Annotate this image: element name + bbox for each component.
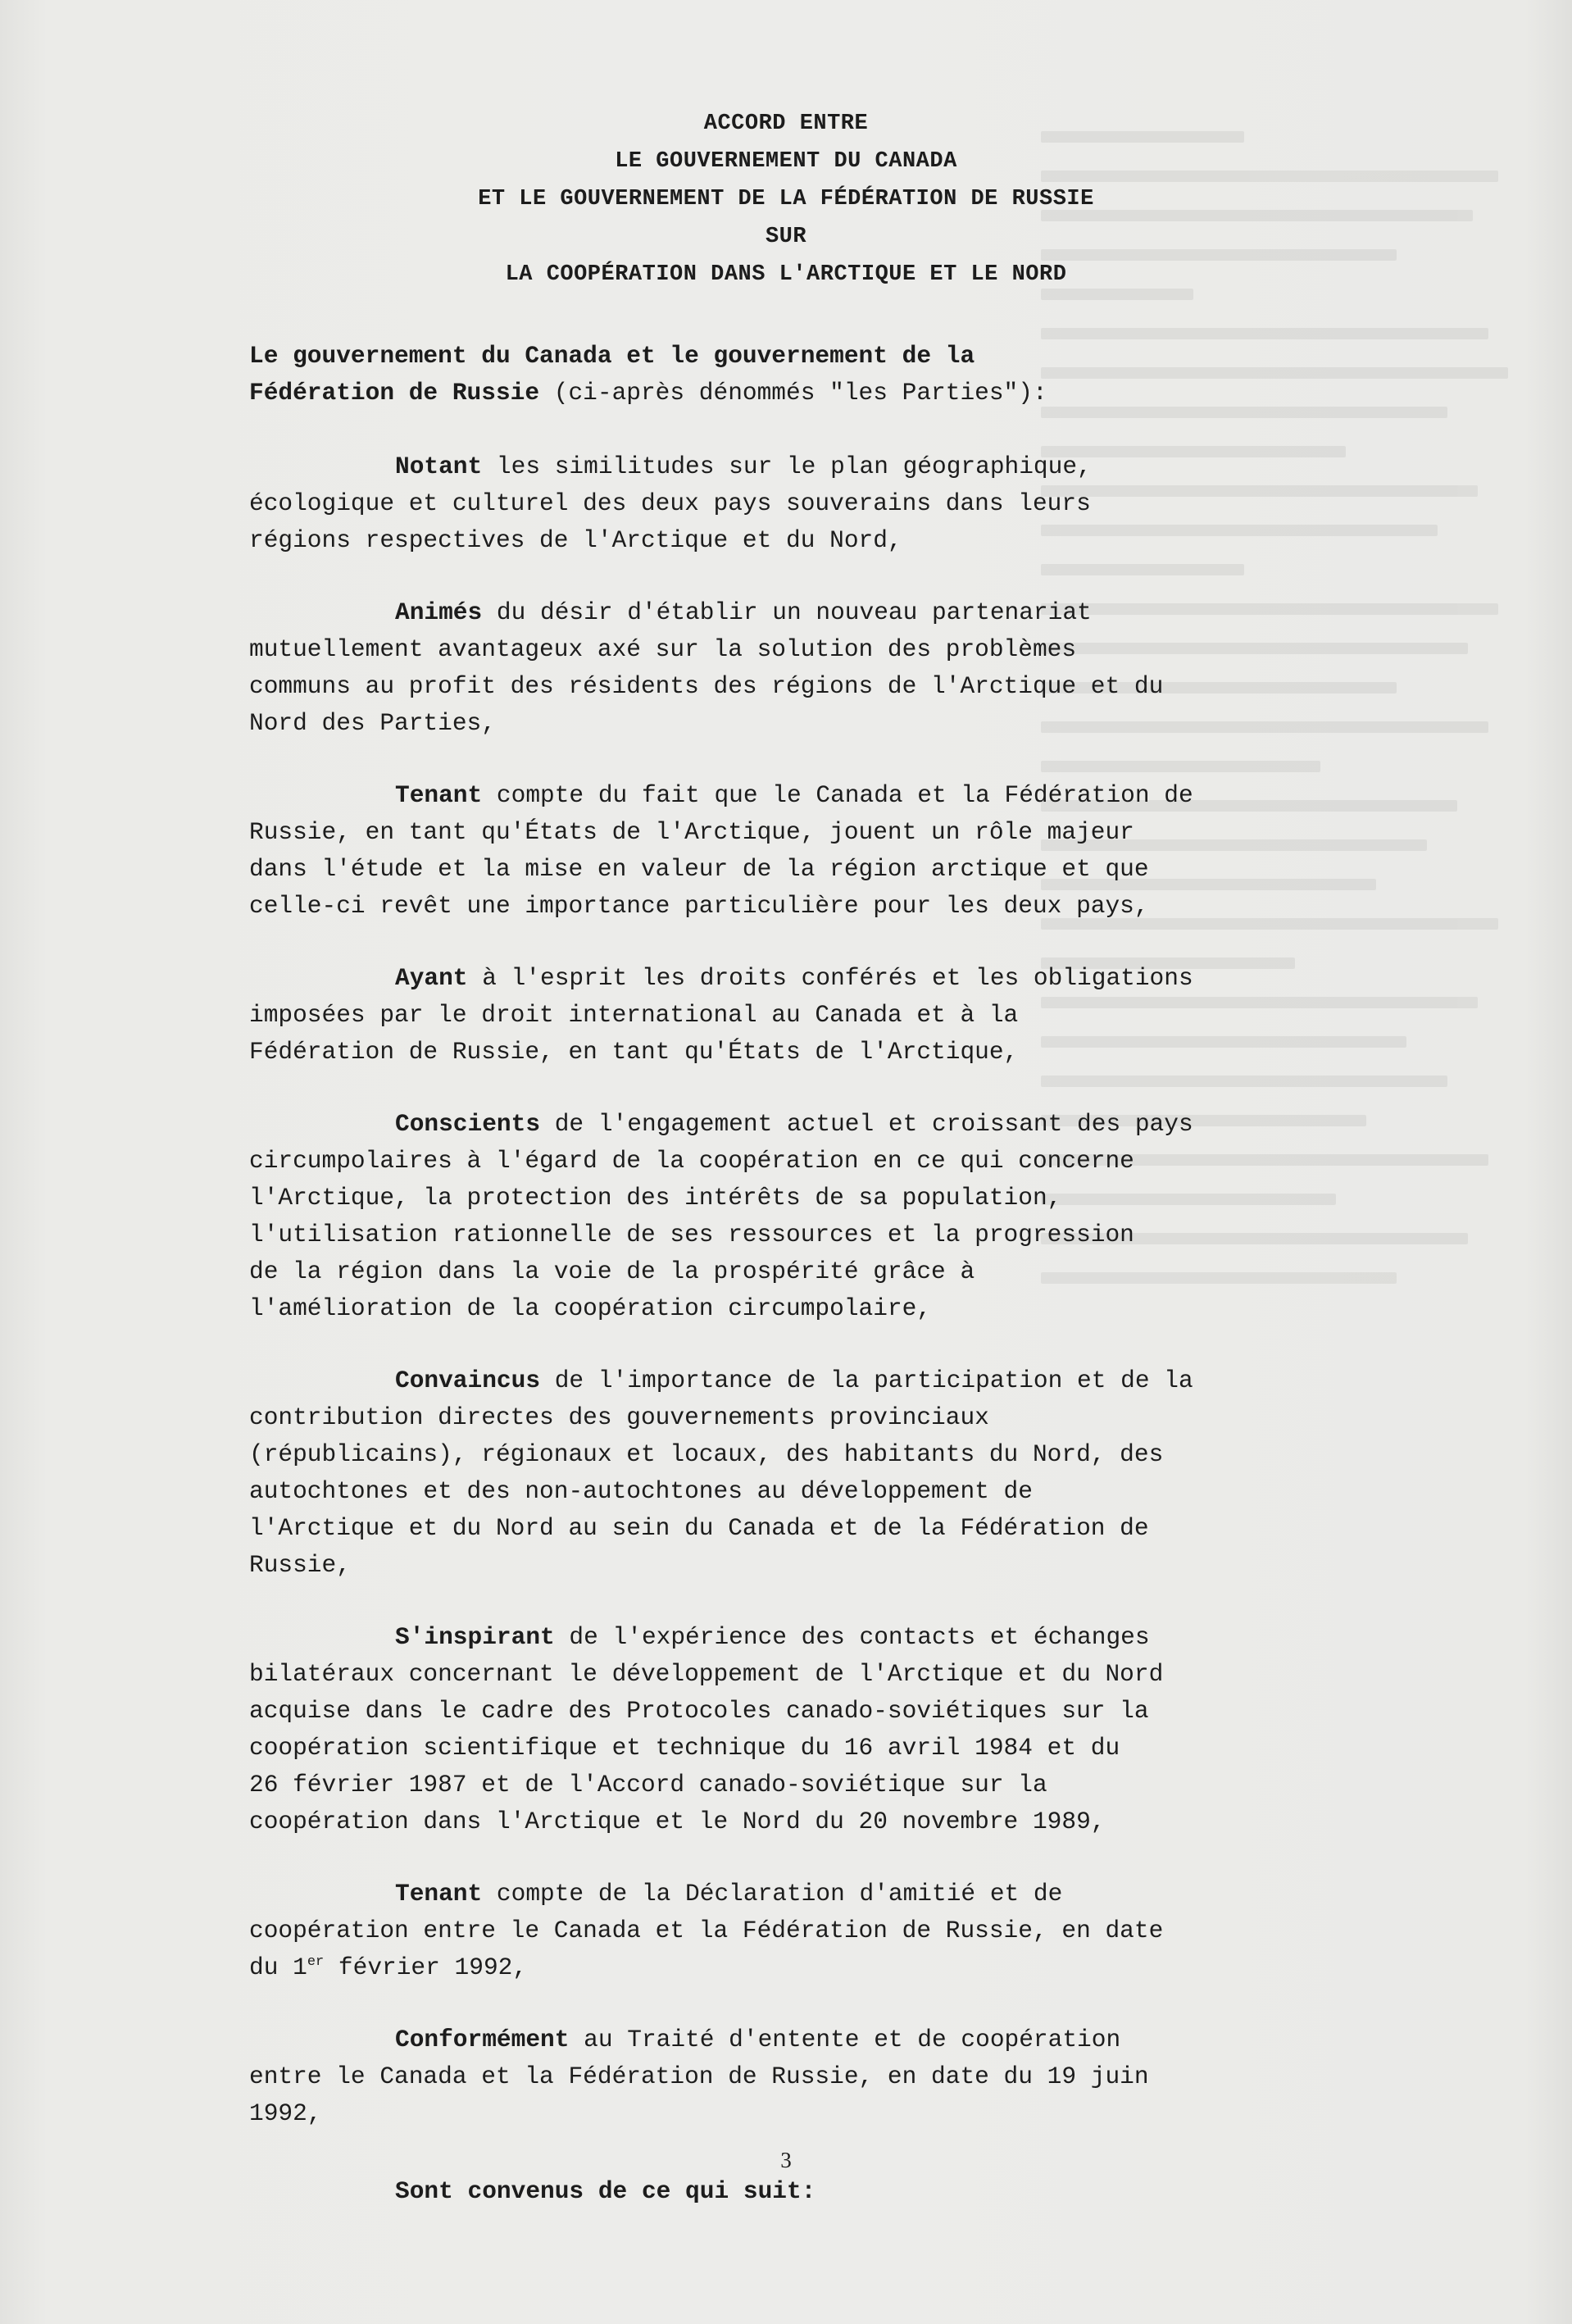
paragraph-line: 26 février 1987 et de l'Accord canado-soviétique sur la <box>249 1771 1047 1799</box>
paragraph-line: celle-ci revêt une importance particulière pour les deux pays, <box>249 892 1149 920</box>
paragraph-line: à l'esprit les droits conférés et les obligations <box>467 964 1193 992</box>
paragraph-line: coopération entre le Canada et la Fédération de Russie, en date <box>249 1917 1164 1944</box>
paragraph-line: Russie, <box>249 1551 351 1579</box>
paragraph-tenant-declaration <box>249 1876 1380 1986</box>
paragraph-line: compte de la Déclaration d'amitié et de <box>482 1880 1063 1908</box>
paragraph-conformement <box>249 2022 1380 2132</box>
paragraph-line: l'amélioration de la coopération circumpolaire, <box>249 1294 932 1322</box>
preamble-lead-line-2: Fédération de Russie <box>249 379 540 407</box>
paragraph-line: l'Arctique et du Nord au sein du Canada et de la Fédération de <box>249 1514 1149 1542</box>
paragraph-line: Fédération de Russie, en tant qu'États de l'Arctique, <box>249 1038 1019 1066</box>
ordinal-suffix: er <box>307 1954 325 1971</box>
paragraph-line: au Traité d'entente et de coopération <box>569 2026 1121 2053</box>
paragraph-line: du désir d'établir un nouveau partenariat <box>482 598 1092 626</box>
title-line-1: ACCORD ENTRE <box>703 111 869 136</box>
page-number: 3 <box>780 2148 792 2172</box>
paragraph-lead: Ayant <box>395 964 468 992</box>
paragraph-line: communs au profit des résidents des régions de l'Arctique et du <box>249 672 1164 700</box>
closing-statement: Sont convenus de ce qui suit: <box>395 2177 816 2205</box>
preamble-paragraph <box>249 338 1380 412</box>
paragraph-animes <box>249 594 1380 742</box>
agreement-body <box>249 338 1380 2245</box>
paragraph-line: régions respectives de l'Arctique et du Nord, <box>249 526 902 554</box>
paragraph-line: l'utilisation rationnelle de ses ressources et la progression <box>249 1221 1134 1248</box>
title-line-5: LA COOPÉRATION DANS L'ARCTIQUE ET LE NORD <box>505 262 1067 287</box>
paragraph-line: mutuellement avantageux axé sur la solution des problèmes <box>249 635 1077 663</box>
paragraph-line: entre le Canada et la Fédération de Russie, en date du 19 juin <box>249 2062 1149 2090</box>
preamble-rest: (ci-après dénommés "les Parties"): <box>539 379 1047 407</box>
paragraph-line: coopération dans l'Arctique et le Nord du 20 novembre 1989, <box>249 1808 1106 1835</box>
paragraph-line: de la région dans la voie de la prospérité grâce à <box>249 1258 975 1285</box>
paragraph-lead: Animés <box>395 598 483 626</box>
paragraph-tenant <box>249 777 1380 925</box>
paragraph-line: contribution directes des gouvernements provinciaux <box>249 1403 989 1431</box>
title-line-2: LE GOUVERNEMENT DU CANADA <box>615 149 957 174</box>
paragraph-line: Nord des Parties, <box>249 709 496 737</box>
closing-paragraph <box>249 2173 1380 2210</box>
paragraph-line: les similitudes sur le plan géographique, <box>482 453 1092 480</box>
paragraph-sinspirant <box>249 1619 1380 1840</box>
date-suffix: février 1992, <box>324 1953 528 1981</box>
paragraph-lead: Convaincus <box>395 1367 541 1394</box>
paragraph-line: circumpolaires à l'égard de la coopération en ce qui concerne <box>249 1147 1134 1175</box>
title-line-4: SUR <box>765 225 807 249</box>
paragraph-line: Russie, en tant qu'États de l'Arctique, jouent un rôle majeur <box>249 818 1134 846</box>
paragraph-lead: Tenant <box>395 1880 483 1908</box>
paragraph-line: l'Arctique, la protection des intérêts de sa population, <box>249 1184 1062 1212</box>
paragraph-lead: Notant <box>395 453 483 480</box>
paragraph-convaincus <box>249 1362 1380 1584</box>
paragraph-line: imposées par le droit international au Canada et à la <box>249 1001 1019 1029</box>
paragraph-lead: Conscients <box>395 1110 541 1138</box>
paragraph-ayant <box>249 960 1380 1071</box>
paragraph-line: de l'expérience des contacts et échanges <box>554 1623 1150 1651</box>
date-prefix: du 1 <box>249 1953 307 1981</box>
paragraph-line: écologique et culturel des deux pays souverains dans leurs <box>249 489 1091 517</box>
agreement-title <box>0 105 1572 293</box>
paragraph-line: bilatéraux concernant le développement de l'Arctique et du Nord <box>249 1660 1164 1688</box>
paragraph-notant <box>249 448 1380 559</box>
paragraph-line: dans l'étude et la mise en valeur de la région arctique et que <box>249 855 1149 883</box>
paragraph-line: autochtones et des non-autochtones au développement de <box>249 1477 1033 1505</box>
title-line-3: ET LE GOUVERNEMENT DE LA FÉDÉRATION DE RUSSIE <box>478 187 1094 211</box>
paragraph-line: coopération scientifique et technique du 16 avril 1984 et du <box>249 1734 1120 1762</box>
paragraph-line: acquise dans le cadre des Protocoles canado-soviétiques sur la <box>249 1697 1149 1725</box>
paragraph-line: compte du fait que le Canada et la Fédération de <box>482 781 1193 809</box>
paragraph-line: 1992, <box>249 2099 322 2127</box>
paragraph-line: de l'importance de la participation et de la <box>540 1367 1193 1394</box>
paragraph-lead: Conformément <box>395 2026 570 2053</box>
paragraph-line: (républicains), régionaux et locaux, des habitants du Nord, des <box>249 1440 1164 1468</box>
paragraph-lead: S'inspirant <box>395 1623 555 1651</box>
paragraph-lead: Tenant <box>395 781 483 809</box>
paragraph-line: de l'engagement actuel et croissant des pays <box>540 1110 1193 1138</box>
preamble-lead-line-1: Le gouvernement du Canada et le gouvernement de la <box>249 342 975 370</box>
paragraph-conscients <box>249 1106 1380 1327</box>
